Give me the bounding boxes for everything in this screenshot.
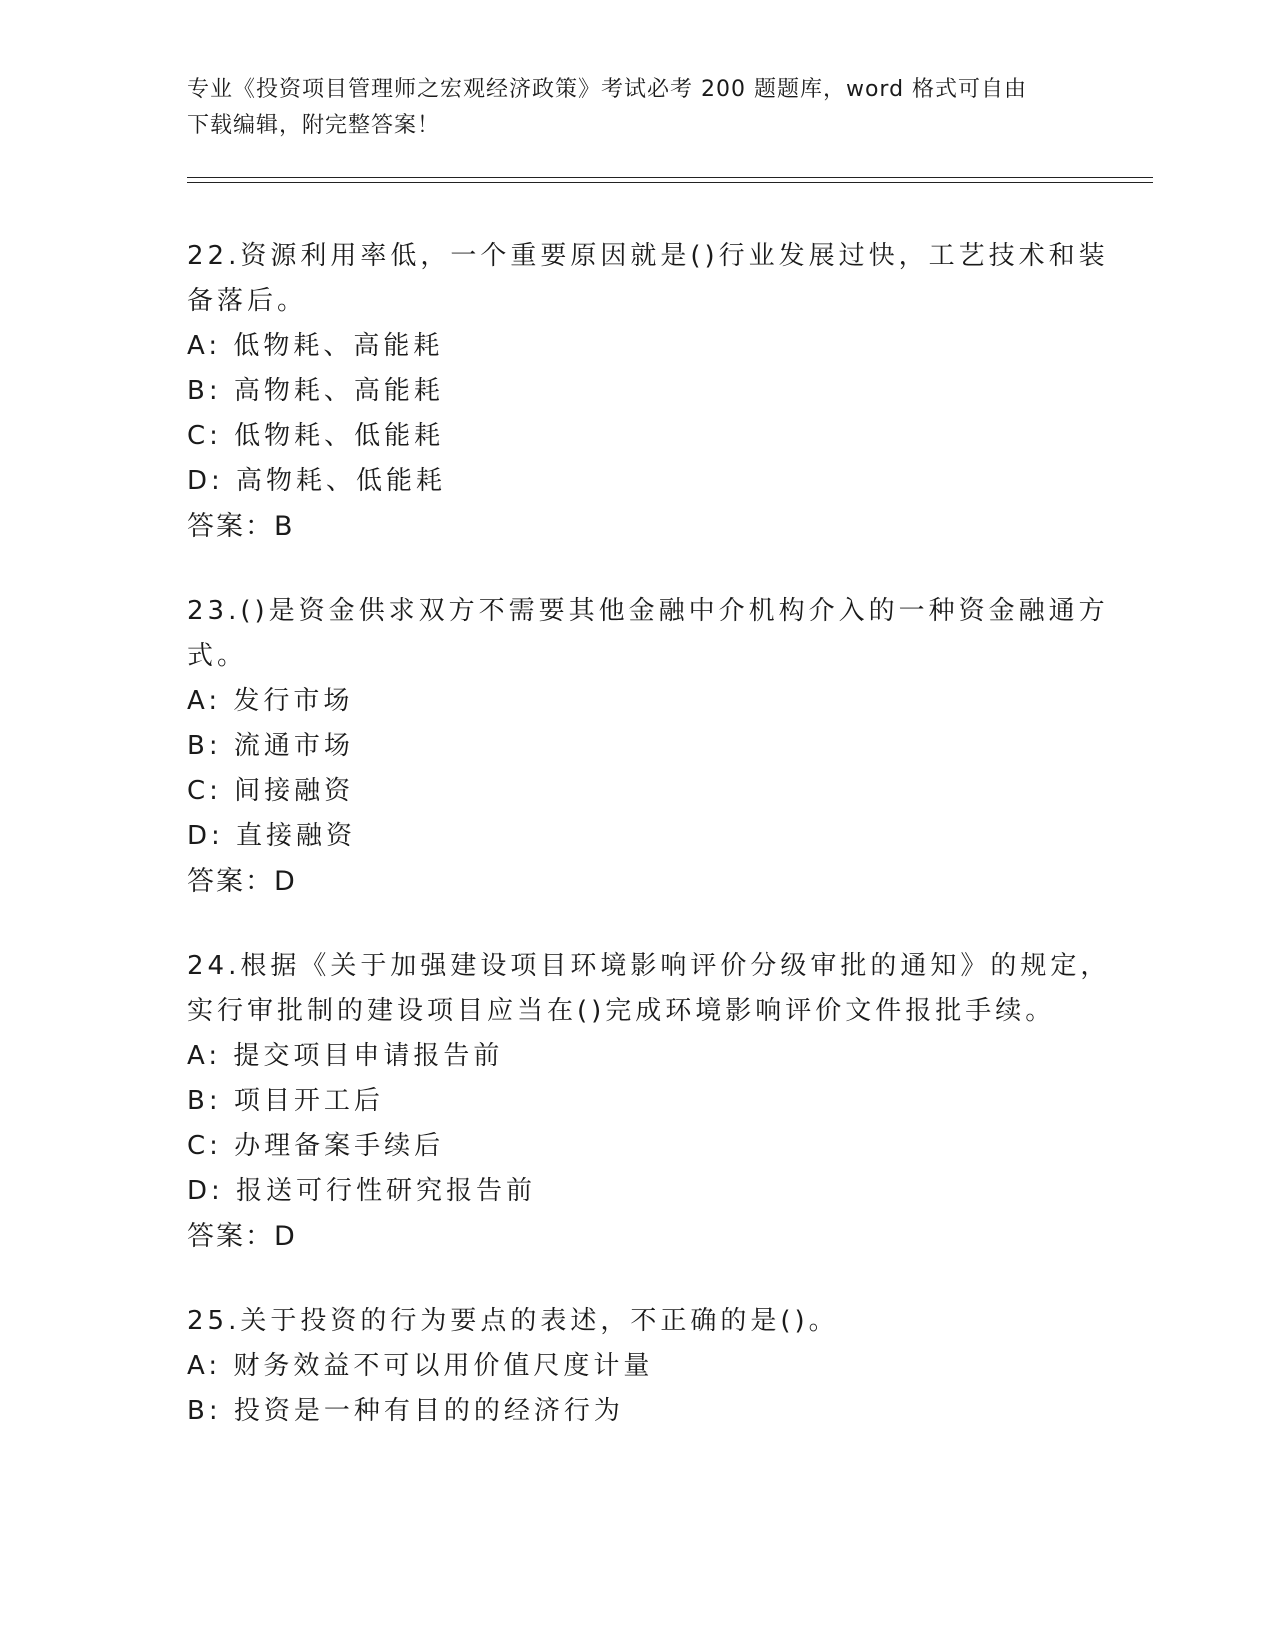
option-b: B: 投资是一种有目的的经济行为 — [187, 1396, 624, 1426]
option-d: D: 直接融资 — [187, 821, 357, 851]
option-d: D: 报送可行性研究报告前 — [187, 1176, 537, 1206]
option-c: C: 办理备案手续后 — [187, 1131, 445, 1161]
answer: 答案：D — [187, 1221, 297, 1252]
header-divider-top — [187, 177, 1153, 178]
option-d: D: 高物耗、低能耗 — [187, 466, 447, 496]
question-23 — [187, 589, 1109, 904]
question-stem: 25.关于投资的行为要点的表述，不正确的是()。 — [187, 1306, 839, 1336]
header-divider-bottom — [187, 182, 1153, 183]
document-header — [187, 72, 1087, 144]
question-25 — [187, 1299, 1087, 1434]
header-line-1: 专业《投资项目管理师之宏观经济政策》考试必考 200 题题库，word 格式可自由 — [187, 77, 1028, 102]
answer: 答案：D — [187, 866, 297, 897]
option-b: B: 高物耗、高能耗 — [187, 376, 444, 406]
question-22 — [187, 234, 1109, 549]
option-a: A: 提交项目申请报告前 — [187, 1041, 504, 1071]
option-b: B: 流通市场 — [187, 731, 354, 761]
question-24 — [187, 944, 1111, 1259]
header-line-2: 下载编辑，附完整答案！ — [187, 113, 441, 138]
question-stem: 式。 — [187, 641, 248, 671]
question-stem: 22.资源利用率低，一个重要原因就是()行业发展过快，工艺技术和装 — [187, 241, 1109, 271]
option-a: A: 发行市场 — [187, 686, 354, 716]
question-stem: 备落后。 — [187, 286, 308, 316]
question-stem: 23.()是资金供求双方不需要其他金融中介机构介入的一种资金融通方 — [187, 596, 1109, 626]
option-a: A: 低物耗、高能耗 — [187, 331, 444, 361]
question-list — [187, 234, 1111, 1474]
option-a: A: 财务效益不可以用价值尺度计量 — [187, 1351, 654, 1381]
answer: 答案：B — [187, 511, 295, 542]
question-stem: 实行审批制的建设项目应当在()完成环境影响评价文件报批手续。 — [187, 996, 1056, 1026]
option-c: C: 间接融资 — [187, 776, 355, 806]
question-stem: 24.根据《关于加强建设项目环境影响评价分级审批的通知》的规定， — [187, 951, 1111, 981]
option-c: C: 低物耗、低能耗 — [187, 421, 445, 451]
option-b: B: 项目开工后 — [187, 1086, 384, 1116]
